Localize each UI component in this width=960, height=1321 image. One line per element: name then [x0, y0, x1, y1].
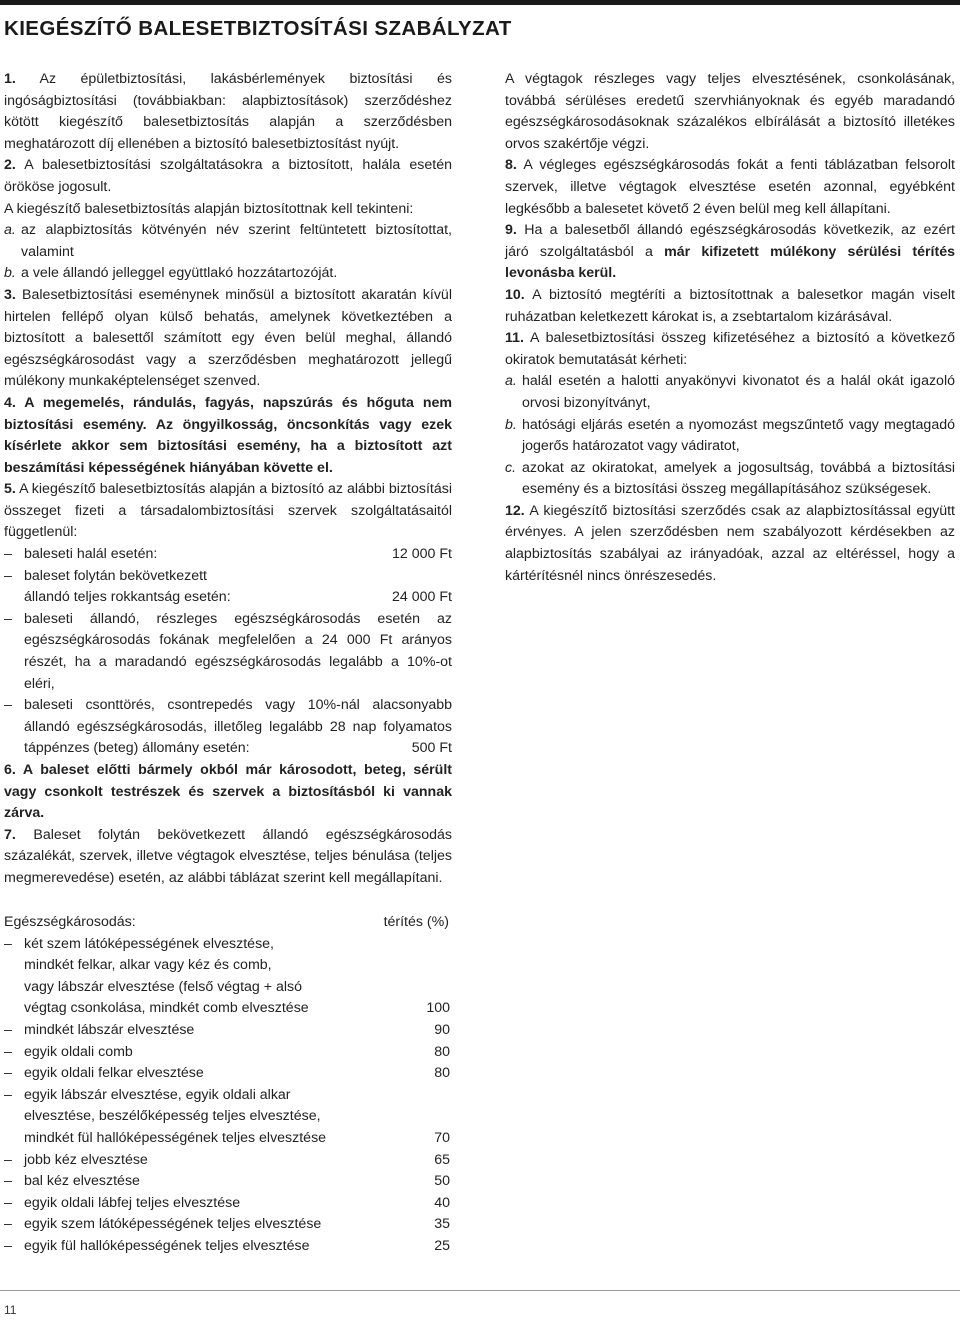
table-value: 80 — [434, 1065, 450, 1082]
table-cell: mindkét felkar, alkar vagy kéz és comb, — [24, 957, 272, 974]
dash-bullet: – — [4, 1043, 12, 1060]
table-value: 50 — [434, 1173, 450, 1190]
list-text: azokat az okiratokat, amelyek a jogosultság, továbbá a biztosítási esemény és a biztosítási összeg megállapításához szükségesek. — [522, 459, 955, 498]
section-5 — [4, 479, 452, 544]
section-number: 1. — [4, 71, 16, 87]
table-row — [4, 934, 451, 1020]
section-text: Balesetbiztosítási eseménynek minősül a biztosított akaratán kívül hirtelen fellépő olyan külső behatás, amelynek következtében a biztosított a balesettől számított egy éven belül meghal, állandó egészségkárosodást vagy a szerződésben meghatározott jellegű múlékony munkaképtelenséget szenved. — [4, 286, 452, 390]
list-text: halál esetén a halotti anyakönyvi kivonatot és a halál okát igazoló orvosi bizonyítványt, — [522, 373, 955, 411]
table-row — [4, 1042, 451, 1064]
list-item — [505, 415, 955, 458]
section-11 — [505, 328, 955, 371]
list-item — [4, 263, 452, 285]
dash-bullet: – — [4, 1086, 12, 1103]
section-3 — [4, 285, 452, 393]
section-text: Ha a balesetből állandó egészségkárosodás következik, az ezért járó szolgáltatásból a — [505, 222, 955, 260]
table-cell: két szem látóképességének elvesztése, — [24, 935, 274, 952]
table-cell: mindkét lábszár elvesztése — [24, 1021, 195, 1038]
section-text: A baleset előtti bármely okból már károsodott, beteg, sérült vagy csonkolt testrészek és szervek a biztosításból ki vannak zárva. — [4, 762, 452, 822]
section-4 — [4, 393, 452, 479]
table-cell: végtag csonkolása, mindkét comb elvesztése — [24, 1000, 309, 1017]
section-number: 7. — [4, 826, 16, 843]
table-cell: egyik szem látóképességének teljes elvesztése — [24, 1216, 322, 1233]
list-label: a. — [4, 222, 16, 239]
dash-bullet: – — [4, 1194, 12, 1211]
section-10 — [505, 285, 955, 328]
table-cell: elvesztése, beszélőképesség teljes elvesztése, — [24, 1108, 321, 1125]
table-cell: jobb kéz elvesztése — [24, 1151, 148, 1168]
section-text-bold: már kifizetett múlékony sérülési térítés levonásba kerül. — [505, 243, 955, 282]
section-2 — [4, 155, 452, 198]
section-7-continued: A végtagok részleges vagy teljes elvesztésének, csonkolásának, továbbá sérüléses eredetű szervhiányoknak és egyéb maradandó egészségkárosodásoknak százalékos elbírálását a biztosító illetékes orvos szakértője végzi. — [505, 71, 955, 152]
dash-bullet: – — [4, 1065, 12, 1082]
table-value: 35 — [434, 1216, 450, 1233]
table-value: 80 — [434, 1043, 450, 1060]
benefit-amount: 500 Ft — [411, 740, 452, 757]
list-text: az alapbiztosítás kötvényén név szerint feltüntetett biztosítottat, valamint — [21, 222, 452, 260]
benefit-text: baleseti csonttörés, csontrepedés vagy 10%-nál alacsonyabb állandó egészségkárosodás, illetőleg legalább 28 nap folyamatos táppénzes (beteg) állomány esetén: — [24, 697, 452, 757]
section-text: Baleset folytán bekövetkezett állandó egészségkárosodás százalékát, szervek, illetve végtagok elvesztése, teljes bénulása (teljes megmerevedése) esetén, az alábbi táblázat szerint kell megállapítani. — [4, 826, 452, 886]
table-cell: egyik lábszár elvesztése, egyik oldali alkar — [24, 1086, 291, 1103]
list-label: a. — [505, 373, 517, 390]
table-cell: vagy lábszár elvesztése (felső végtag + alsó — [24, 978, 302, 995]
list-item — [505, 458, 955, 501]
list-item — [4, 566, 452, 609]
table-value: 65 — [434, 1151, 450, 1168]
section-7 — [4, 825, 452, 890]
benefit-text: állandó teljes rokkantság esetén: — [24, 589, 231, 606]
table-cell: egyik oldali comb — [24, 1043, 133, 1060]
section-12 — [505, 501, 955, 587]
insured-list — [4, 220, 452, 285]
table-cell: egyik oldali lábfej teljes elvesztése — [24, 1194, 241, 1211]
list-item — [505, 371, 955, 414]
footer-rule — [0, 1290, 960, 1291]
section-text: Az épületbiztosítási, lakásbérlemények biztosítási és ingóságbiztosítási (továbbiakban: alapbiztosítások) szerződéshez kötött kiegészítő balesetbiztosítás alapján a szerződésben meghatározott díj ellenében a biztosító balesetbiztosítást nyújt. — [4, 71, 452, 152]
section-number: 3. — [4, 286, 16, 303]
table-cell: egyik oldali felkar elvesztése — [24, 1065, 204, 1082]
section-number: 11. — [505, 330, 524, 347]
dash-bullet: – — [4, 1173, 12, 1190]
list-item — [4, 544, 452, 566]
benefit-list — [4, 544, 452, 760]
dash-bullet: – — [4, 1151, 12, 1168]
list-label: b. — [4, 265, 16, 282]
dash-bullet: – — [4, 697, 12, 714]
section-number: 9. — [505, 222, 517, 239]
dash-bullet: – — [4, 1216, 12, 1233]
benefit-text: baleseti állandó, részleges egészségkárosodás esetén az egészségkárosodás fokának megfelelően a 24 000 Ft arányos részét, ha a maradandó egészségkárosodás legalább a 10%-ot eléri, — [24, 610, 452, 692]
top-rule — [0, 0, 960, 5]
table-value: 100 — [426, 1000, 450, 1017]
section-text: A biztosító megtéríti a biztosítottnak a balesetkor magán viselt ruházatban keletkezett károkat is, a zsebtartalom kizárásával. — [505, 286, 955, 325]
dash-bullet: – — [4, 1021, 12, 1038]
benefit-text: baleset folytán bekövetkezett — [24, 567, 207, 584]
table-cell: egyik fül hallóképességének teljes elvesztése — [24, 1237, 310, 1254]
table-cell: mindkét fül hallóképességének teljes elvesztése — [24, 1129, 327, 1146]
list-label: b. — [505, 416, 517, 433]
section-number: 10. — [505, 286, 525, 303]
list-text: a vele állandó jelleggel együttlakó hozzátartozóját. — [21, 265, 338, 282]
section-2-subtext: A kiegészítő balesetbiztosítás alapján biztosítottnak kell tekinteni: — [4, 200, 414, 217]
table-value: 25 — [434, 1237, 450, 1254]
table-row — [4, 1063, 451, 1085]
section-text: A végleges egészségkárosodás fokát a fenti táblázatban felsorolt szervek, illetve végtagok elvesztése esetén azonnal, egyébként legkésőbb a balesetet követő 2 éven belül meg kell állapítani. — [505, 157, 955, 217]
section-text: A kiegészítő balesetbiztosítás alapján a biztosító az alábbi biztosítási összeget fizeti a társadalombiztosítási szervek szolgáltatásaitól függetlenül: — [4, 481, 452, 541]
document-title: KIEGÉSZÍTŐ BALESETBIZTOSÍTÁSI SZABÁLYZAT — [4, 17, 512, 40]
table-row — [4, 1193, 451, 1215]
benefit-text: baleseti halál esetén: — [24, 546, 158, 563]
list-label: c. — [505, 459, 517, 476]
section-text: A balesetbiztosítási összeg kifizetéséhez a biztosító a következő okiratok bemutatását kérheti: — [505, 330, 955, 368]
table-cell: bal kéz elvesztése — [24, 1173, 140, 1190]
section-8 — [505, 155, 955, 220]
table-row — [4, 1085, 451, 1150]
list-text: hatósági eljárás esetén a nyomozást megszűntető vagy megtagadó jogerős határozatot vagy vádiratot, — [522, 416, 955, 455]
dash-bullet: – — [4, 567, 12, 584]
dash-bullet: – — [4, 610, 12, 627]
section-6 — [4, 760, 452, 825]
dash-bullet: – — [4, 935, 12, 952]
section-number: 12. — [505, 502, 525, 519]
section-number: 4. — [4, 394, 16, 411]
section-number: 8. — [505, 157, 517, 174]
benefit-amount: 24 000 Ft — [392, 589, 452, 606]
left-column — [4, 69, 452, 890]
table-row — [4, 1150, 451, 1172]
section-number: 2. — [4, 157, 16, 174]
documents-list — [505, 371, 955, 501]
table-row — [4, 1214, 451, 1236]
table-row — [4, 1236, 451, 1258]
table-header — [4, 912, 451, 934]
list-item — [4, 220, 452, 263]
benefit-amount: 12 000 Ft — [392, 546, 452, 563]
table-row — [4, 1020, 451, 1042]
dash-bullet: – — [4, 1237, 12, 1254]
section-1 — [4, 69, 452, 155]
section-text: A balesetbiztosítási szolgáltatásokra a biztosított, halála esetén örököse jogosult. — [4, 157, 452, 195]
section-number: 5. — [4, 481, 16, 498]
table-value: 70 — [434, 1129, 450, 1146]
list-item — [4, 609, 452, 695]
table-header-left: Egészségkárosodás: — [4, 914, 136, 930]
table-header-right: térítés (%) — [383, 914, 449, 930]
disability-table — [4, 912, 451, 1258]
section-text: A megemelés, rándulás, fagyás, napszúrás és hőguta nem biztosítási esemény. Az öngyilkosság, öncsonkítás vagy ezek kísérlete akkor sem biztosítási esemény, ha a biztosított azt beszámítási képességének hiányában követte el. — [4, 394, 453, 476]
section-9 — [505, 220, 955, 285]
table-row — [4, 1171, 451, 1193]
dash-bullet: – — [4, 546, 12, 563]
right-column — [505, 69, 955, 587]
page-number: 11 — [4, 1303, 17, 1317]
section-text: A kiegészítő biztosítási szerződés csak az alapbiztosítással együtt érvényes. A jelen szerződésben nem szabályozott kérdésekben az alapbiztosítás szabályai az irányadóak, azzal az eltéréssel, hogy a kártérítésnél nincs önrészesedés. — [505, 502, 955, 584]
section-number: 6. — [4, 762, 16, 778]
list-item — [4, 695, 452, 760]
table-value: 40 — [434, 1194, 450, 1211]
table-value: 90 — [434, 1021, 450, 1038]
